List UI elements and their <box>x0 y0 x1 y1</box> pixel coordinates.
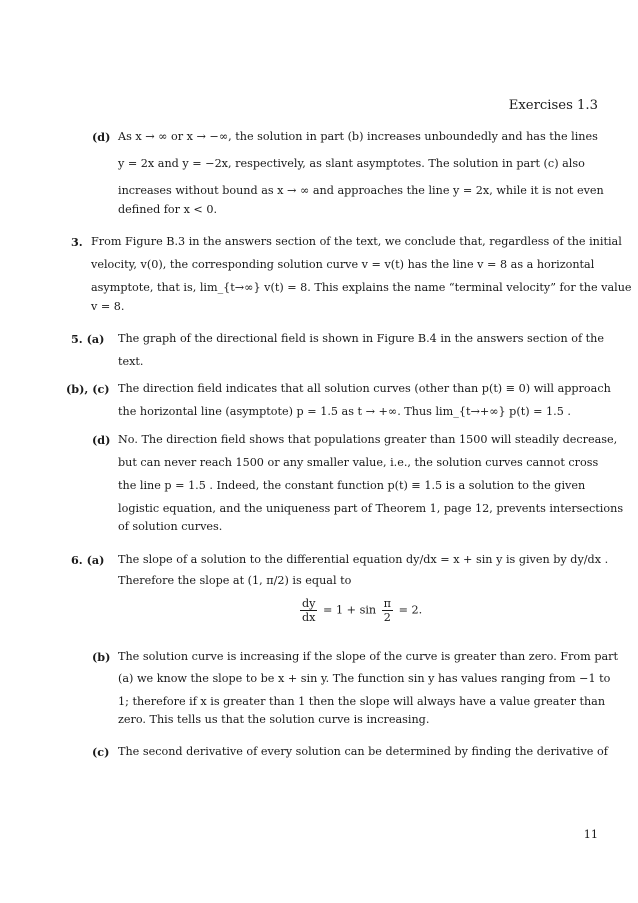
text-line: The slope of a solution to the differential equation dy/dx = x + sin y is given by dy/dx . <box>118 553 609 566</box>
text-line: text. <box>118 355 144 368</box>
text-line: As x → ∞ or x → −∞, the solution in part (b) increases unboundedly and has the lines <box>118 130 598 143</box>
item-label: (d) <box>92 130 111 144</box>
text-line: velocity, v(0), the corresponding solution curve v = v(t) has the line v = 8 as a horizontal <box>91 258 595 271</box>
text-line: y = 2x and y = −2x, respectively, as slant asymptotes. The solution in part (c) also <box>118 157 585 170</box>
item-label: 3. <box>71 235 83 249</box>
text-line: logistic equation, and the uniqueness part of Theorem 1, page 12, prevents intersections <box>118 502 624 515</box>
equation-middle: = 1 + sin <box>323 603 377 617</box>
fraction-dy-dx <box>300 597 317 624</box>
text-line: No. The direction field shows that populations greater than 1500 will steadily decrease, <box>118 433 618 446</box>
item-label: 5. (a) <box>71 332 105 346</box>
equation-result: = 2. <box>398 603 423 617</box>
page-number: 11 <box>583 828 598 841</box>
display-equation <box>298 597 422 624</box>
text-line: Therefore the slope at (1, π/2) is equal to <box>118 574 352 587</box>
fraction-numerator: π <box>383 597 392 610</box>
text-line: v = 8. <box>91 300 125 313</box>
text-line: (a) we know the slope to be x + sin y. The function sin y has values ranging from −1 to <box>118 672 611 685</box>
item-label: (c) <box>92 745 110 759</box>
text-line: of solution curves. <box>118 520 223 533</box>
item-label: (b), (c) <box>66 382 110 396</box>
text-line: asymptote, that is, lim_{t→∞} v(t) = 8. This explains the name “terminal velocity” for the value <box>91 281 632 294</box>
fraction-numerator: dy <box>302 597 316 610</box>
text-line: but can never reach 1500 or any smaller value, i.e., the solution curves cannot cross <box>118 456 599 469</box>
item-label: 6. (a) <box>71 553 105 567</box>
item-label: (b) <box>92 650 111 664</box>
text-line: 1; therefore if x is greater than 1 then the slope will always have a value greater than <box>118 695 606 708</box>
text-line: the horizontal line (asymptote) p = 1.5 as t → +∞. Thus lim_{t→+∞} p(t) = 1.5 . <box>118 405 571 418</box>
text-line: The graph of the directional field is shown in Figure B.4 in the answers section of the <box>118 332 604 345</box>
text-line: increases without bound as x → ∞ and approaches the line y = 2x, while it is not even <box>118 184 604 197</box>
fraction-denominator: dx <box>302 611 316 624</box>
fraction-denominator: 2 <box>383 611 391 624</box>
text-line: the line p = 1.5 . Indeed, the constant function p(t) ≡ 1.5 is a solution to the given <box>118 479 586 492</box>
text-line: The direction field indicates that all solution curves (other than p(t) ≡ 0) will approach <box>118 382 611 395</box>
text-line: From Figure B.3 in the answers section of the text, we conclude that, regardless of the initial <box>91 235 622 248</box>
text-line: The second derivative of every solution can be determined by finding the derivative of <box>118 745 608 758</box>
item-label: (d) <box>92 433 111 447</box>
text-line: zero. This tells us that the solution curve is increasing. <box>118 713 430 726</box>
text-line: defined for x < 0. <box>118 203 218 216</box>
fraction-pi-2 <box>382 597 393 624</box>
text-line: The solution curve is increasing if the slope of the curve is greater than zero. From part <box>118 650 618 663</box>
section-header: Exercises 1.3 <box>508 98 598 113</box>
